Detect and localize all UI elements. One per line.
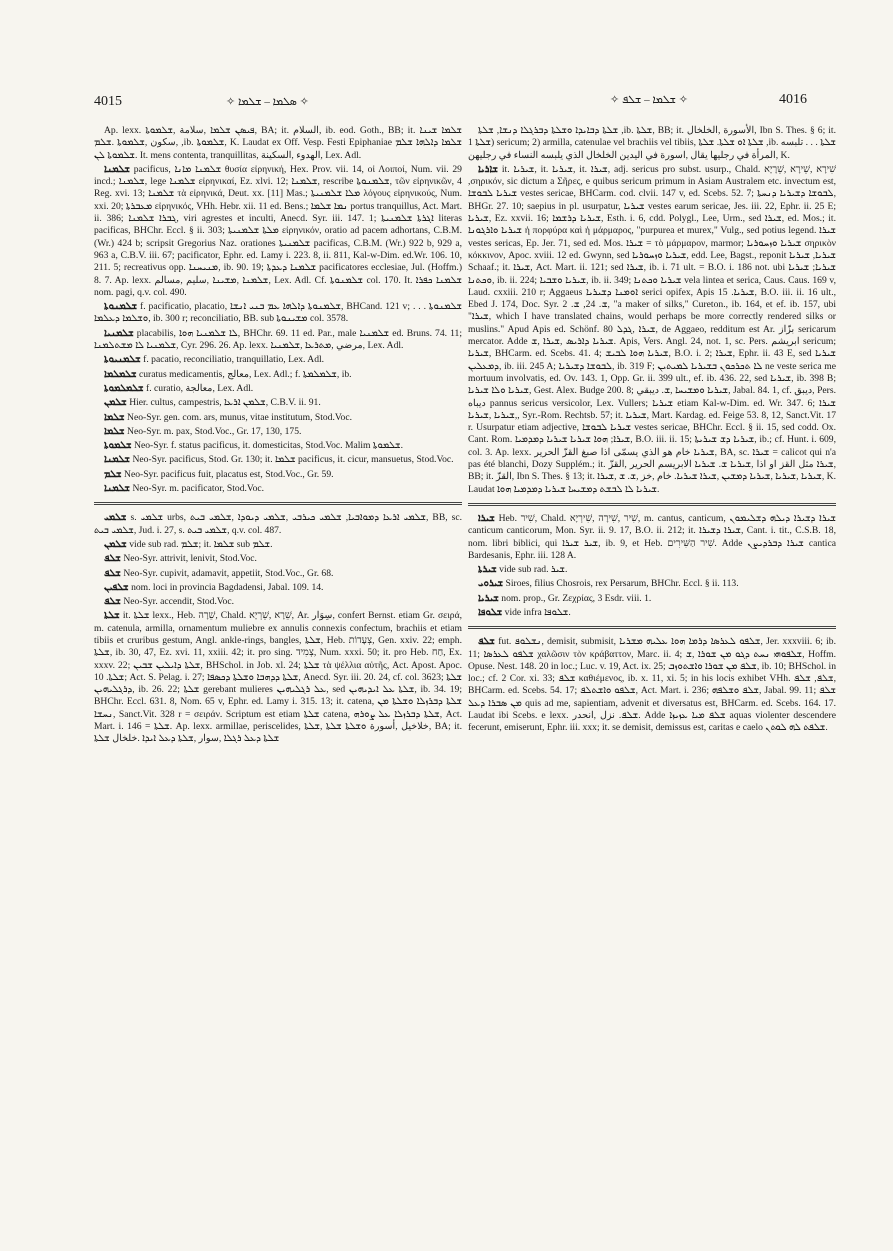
entry-body: Heb. שִׁיר, Chald. שִׁיר ,שִׁירָה ,שִׁירְיָא, m. cantus, canticum, ܫܝܪܐ ܕܫܝܪܐ ܕܝܠܗ ܕܫܠܝܡܘܢ canticum canticorum, Mon. Syr. ii. 9. 17, B.O. ii. 212; it. ܫܝܪܐ ܕܫܝܪܐ, Cant. i. tit., C.S.B. 18, nom. libri biblici, qui ܫܝܪ ܫܝܪܐ, ib. 9, et Heb. שִׁיר הַשִּׁירִים. Adde ܫܝܪܐ ܕܒܪܕܝܨܢ cantica Bardesanis, Ephr. iii. 128 A. [468, 512, 837, 561]
entry-body: it. ܫܝܪܝܐ, it. ܫܝܪܝܐ, it. ܫܝܪܐ, adj. sericus pro subst. usurp., Chald. שִׁירָא ,שֵׁירָא ,שֵׁרָיָא ,σηρικόν, sic dictum a Σῆρες, e quibus sericum primum in Asiam Australem etc. invectum est, ܫܝܪܝܐ ܠܒܘܫܐ vestes sericae, BHCarm. cod. clvii. 147 v, ed. Scebs. 52. 7; ܠܒܘܫܐ ܕܫܝܪܝܐ ܕܢܚܬܐ, BHGr. 27. 10; saepius in pl. usurpatur, ܫܝܪܝܐ vestes earum sericae, Jes. iii. 22, Ephr. ii. 25 E; ܫܝܪܝܐ, Ez. xxvii. 16; ܫܝܪܝܐ ܕܪܫܡܐ, Esth. i. 6, cdd. Polygl., Lee, Urm., sed ܫܝܪܐ, ed. Mos.; it. ܫܝܪܝܐ ܘܐܪܓܘܢܐ ἡ πορφύρα καὶ ἡ μάρμαρος, "purpurea et murex," Vulg., sed potius legend. ܫܝܪܐ vestes sericas, Ep. Jer. 71, sed ed. Mos. ܫܝܪܐ = τὸ μάρμαρον, marmor; ܫܝܪܝܐ ܘܙܚܘܪܝܐ σηρικὸν κόκκινον, Apoc. xviii. 12 ed. Gwynn, sed ܫܝܪܝܐ ܘܙܚܘܪܝܐ, edd. Lee, Bagst., reponit ܫܝܪܝܐ, ܫܝܪܝܐ Schaaf.; it. ܫܝܪܐ, Act. Mart. ii. 121; sed ܫܝܪܐ, ib. i. 71 ult. = B.O. i. 186 not. ubi ܫܝܪܝܐ; ܫܝܪܝܐ ܘܟܬܢܐ, ib. ii. 224; ܫܝܪܝܐ ܘܫܒܝܐ, ib. ii. 349; ܫܝܪܝܐ ܘܟܬܢܐ vela lintea et serica, Caus. Caus. 169 v, Laud. cxxiii. 210 r; Aggaeus ܐܘܡܢܐ ܕܫܝܪܝܐ serici opifex, Apis ܫܝܪܝܐ. 15, B.O. iii. ii. 16 ult., Ebed J. 174, Doc. Syr. ܫ. 24, ܫ. 2, "a maker of silks," Cureton., ib. 164, et ef. ib. 157, ubi "ܫܝܪܐ, which I have translated chains, would perhaps be more correctly rendered silks or muslins." Apud Apis ed. Schönf. 80 ܫܝܪܐ ,ܓܕܠ, de Aggaeo, redditum est Ar. بزّاز sericarum mercator. Adde ܫܝܪܝܐ ܕܐܪܝܣ ,ܫܝܪܐ ,ܫ. Apis, Vers. Angl. 24, not. 1, sc. Pers. ابريشم sericum; ܫܝܪܝܐ, BHCarm. ed. Scebs. 41. 4; ܫܝܪܝܐ ܗܘܐ ܠܒܝܫ, B.O. i. 2; ܫܝܪܐ, Ephr. ii. 43 E, sed ܫܝܪܝܐ ܕܡܥܠܝܢ, ib. iii. 245 A; ܠܒܘܫܐ ܕܫܝܪܝܐ, ib. 319 F; ܠܐ ܬܟܪܟܘܢ ܒܫܝܪܝܐ ܠܡܝܬܝܢ ne veste serica me mortuum involvatis, ed. Ov. 143. 1, Opp. Gr. ii. 399 ult., ef. ib. 436. 22, sed ܫܝܪܝܐ, ib. 398 B; ܫܝܪܝܐ ܘܠܐ ܫܝܪܝܐ, Gest. Alex. Budge 200. 8; ܫܝܪܝܐ ܘܡܫܝܚܐ ,ܫ. ديبقي, Jabal. 84. 1, cf. ديبق, Pers. ديباه pannus sericus versicolor, Lex. Vullers; ܫܝܪܝܐ etiam Kal-w-Dim. ed. Wr. 347. 6; ܫܝܪܐ ,ܫܝܪܝܐ ,ܫܝܪܝܐ, Syr.-Rom. Rechtsb. 57; it. ܫܝܪܝܐ, Mart. Kardag. ed. Feige 53. 8, 12, Sanct.Vit. 17 r. Usurpatur etiam adjective, ܫܝܪܝܐ ܠܒܘܫܐ vestes sericae, BHChr. Eccl. § ii. 15, sed codd. Ox. Cant. Rom. ܫܝܪܐ; ܗܘܐ ܫܝܪܝܐ ܫܝܪܝܐ ܕܡܕܡܝܐ, B.O. iii. ii. 15; ܫܝܪܝܐ ܕܫ ܫܝܪܝܬܐ, ib.; cf. Hunt. i. 609, col. 3. Ap. lexx. ܫܝܪܝܐ خام هو الذي يسمّى اذا صبغ القزّ الحرير, BA, sc. ܫܝܪܐ = calicot qui n'a pas été blanchi, Dozy Supplém.; it. ܫܝܪܐ مثل القز او اذا ,ܫܝܪܝܐ ܫ. ܫܝܪܝܐ الابريسم الحرير ,القزّ, BB; it. القزّ, Ibn S. Thes. § 13; it. ܫܝܪܝܐ ,ܫܝܪܝܐ ,ܫܝܪܝܐ ܕܡܫܝܢ ,ܫܝܪܐ ܫܝܪܝܐ. خام ,خز ,ܫ. ܫ ,ܫܝܪܐ, K. Laudat ܫܝܪܝܐ ܠܐ ܠܒܫܬ ܕܡܫܝܚܐ ܫܝܪܝܐ ܕܡܕܡܝܐ ܗܘܐ. [468, 163, 837, 495]
dictionary-entry [94, 553, 462, 565]
entry-headword: ܫܠܦ [104, 553, 124, 565]
entry-body: ܫܠܬܐ ܕܒܐܝܕܐ ܘܫܠܬܐ ܕܒܪܓܠܐ ܕܢܫܐ, ܫܠܬܐ ,ib. ܫܠܬܐ, BB; it. الأسورة ,الخلخال, Ibn S. Thes. § 6; it. ܫܠܬܐ 1) sericum; 2) armilla, catenulae vel brachiis vel tibiis, ܫܠܬܐ ܐܘ ܫܠܬܐ. ܫܠܬܐ ,ib. ܫܠܬܐ . . . تلبسه المرأة في رجليها يقال ,اسورة في اليدين الخلخال الذي يلبسه النساء في رجليهن, K. [468, 125, 837, 161]
dictionary-entry [468, 578, 836, 590]
right-page-number: 4016 [779, 92, 807, 107]
dictionary-entry [94, 539, 462, 551]
entry-body: Neo-Syr. f. status pacificus, it. domesticitas, Stod.Voc. Malim ܫܠܡܘܬܐ. [134, 440, 403, 452]
dictionary-entry [94, 397, 462, 409]
dictionary-entry [94, 568, 462, 580]
left-column [94, 125, 462, 748]
entry-body: nom. prop., Gr. Zεχρίας, 3 Esdr. viii. 1. [501, 592, 652, 604]
entry-headword: ܫܠܦ [478, 636, 499, 648]
entry-headword: ܫܠܡܘܬܐ [104, 440, 135, 452]
dictionary-entry [468, 513, 836, 562]
entry-headword: ܫܠܬܐ [104, 610, 123, 622]
entry-headword: ܫܠܦܝܢ [104, 581, 132, 593]
dictionary-entry [468, 607, 836, 619]
entry-headword: ܫܠܡܐ [104, 411, 128, 423]
entry-headword: ܫܠܡܢ [104, 397, 130, 409]
entry-body: Neo-Syr. gen. com. ars, munus, vitae institutum, Stod.Voc. [127, 411, 353, 423]
entry-body: it. ܫܠܬܐ lexx., Heb. שֵׁרָה, Chald. שֵׁרָא ,שֵׁרְיָא, Ar. سِوَار, confert Bernst. etiam Gr. σειρά, m. catenula, armilla, ornamentum muliebre ex annulis connexis confectum, brachiis et etiam tibiis et cruribus gestum, Angl. ankle-rings, bangles, ܫܠܬܐ, Heb. צְעָדוֹת, Gen. xxiv. 22; emph. ܫܠܬܐ, ib. 30, 47, Ez. xvi. 11, xxiii. 42; it. pro sing. צְמִיד, Num. xxxi. 50; it. pro Heb. חַח, Ex. xxxv. 22; ܫܠܬܐ ܕܐܝܠܝܢ ܫܒܝܢ, BHSchol. in Job. xl. 24; ܫܠܬܐ τὰ ψέλλια αὐτῆς, Act. Apost. Apoc. ܫܠܬܐ. 10; Act. S. Pelag. i. 27; ܫܠܬܐ ܕܕܗܒܐ ܘܫܠܬܐ ܕܟܣܦܐ, Anecd. Syr. iii. 20. 24, cf. col. 3623; ܫܠܬܐ ܕܪܓܠܝܗܝܢ, ib. 26. 22; ܫܠܬܐ gerebant mulieres ܥܠ ܪܓܠܝܗܝܢ, sed ܫܠܬܐ ܥܠ ܐܝܕܝܗܝܢ, ib. 34. 19; BHChr. Eccl. 631. 8, Nom. 65 v, Ephr. ed. Lamy i. 315. 13; it. catena, ܫܠܬܐ ܕܒܪܙܠܐ ܘܫܠܬܐ ܡܢ ܢܚܫܐ, Sanct.Vit. 328 r = σειράν. Scriptum est etiam ܫܠܬܐ catena, ܫܠܬܐ ܕܒܪܙܠܐ ܥܠ ܨܘܪܗ, Act. Mart. i. 146 = ܫܠܬܐ. Ap. lexx. armillae, periscelides, خلاخيل ,أسورة ܘܫܠܬܐ ܫܠܬܐ ,ܫܠܬܐ, BA; it. ܫܠܬܐ ܕܥܠ ܪܓܠܐ ,سوار ,ܫܠܬܐ ܕܥܠ ܐܝܕܐ .خلخال ܫܠܬܐ [94, 610, 463, 745]
entry-body: Neo-Syr. accendit, Stod.Voc. [123, 596, 235, 608]
entry-headword: ܫܠܡܢܘܬܐ [104, 301, 141, 313]
entry-headword: ܫܠܦ [104, 567, 124, 579]
entry-headword: ܫܝܪܐ [478, 512, 499, 524]
right-running-title: ✧ ܫܠܡܐ – ܫܠܦ ✧ [610, 94, 688, 106]
dictionary-entry [94, 440, 462, 452]
entry-body: Neo-Syr. pacificus, Stod. Gr. 130; it. ܫܠܡܐ pacificus, it. cicur, mansuetus, Stod.Voc. [132, 454, 454, 466]
dictionary-entry [94, 369, 462, 381]
dictionary-entry [94, 328, 462, 353]
dictionary-entry [468, 125, 836, 162]
left-page-number: 4015 [94, 94, 122, 109]
dictionary-entry [94, 512, 462, 537]
dictionary-entry [94, 582, 462, 594]
entry-body: Neo-Syr. cupivit, adamavit, appetiit, Stod.Voc., Gr. 68. [123, 567, 334, 579]
entry-headword: ܫܝܪܝܐ [478, 592, 502, 604]
entry-body: Neo-Syr. m. pacificator, Stod.Voc. [132, 483, 265, 495]
dictionary-entry [94, 454, 462, 466]
section-divider [94, 502, 462, 505]
entry-body: placabilis, ܠܐ ܫܠܡܢܝܐ ܗܘܐ, BHChr. 69. 11 ed. Par., male ܫܠܡܢܝܐ ed. Bruns. 74. 11; ܫܠܡܢܝܐ ܠܐ ܡܫܬܠܡܢܐ, Cyr. 296. 26. Ap. lexx. مرضي ,ܡܬܪܥܐ ,ܫܠܡܢܝܐ, Lex. Adl. [94, 327, 462, 352]
entry-body: vide infra ܫܠܘܦܐ. [504, 606, 571, 618]
dictionary-entry [468, 164, 836, 496]
entry-headword: ܫܠܡ [104, 468, 125, 480]
entry-headword: ܫܐܪܝܐ [478, 163, 502, 175]
entry-body: Hier. cultus, campestris, ܫܠܡܢ ܐܪܥܐ, C.B.V. ii. 91. [129, 397, 321, 409]
entry-headword: ܫܠܡܐ [104, 425, 128, 437]
entry-body: Neo-Syr. attrivit, lenivit, Stod.Voc. [123, 553, 257, 565]
dictionary-entry [94, 596, 462, 608]
entry-body: Siroes, filius Chosrois, rex Persarum, BHChr. Eccl. § ii. 113. [505, 578, 739, 590]
dictionary-entry [94, 426, 462, 438]
entry-headword: ܫܠܡܢܐ [104, 483, 133, 495]
entry-body: f. pacatio, reconciliatio, tranquillatio, Lex. Adl. [143, 354, 325, 366]
dictionary-entry [468, 636, 836, 734]
dictionary-entry [94, 301, 462, 326]
dictionary-entry [94, 383, 462, 395]
entry-body: pacificus, ܫܠܡܢܐ ܡܐܢܐ θυσία εἰρηνική, Hex. Prov. vii. 14, οἱ Λοιποί, Num. vii. 29 incd.; ܫܠܡܢܐ, lege ܫܠܡܢܐ εἰρηνικαί, Ez. xlvi. 12; ܫܠܡܢܐ, rescribe ܫܠܡܢܘܬܐ, τῶν εἰρηνικῶν, 4 Reg. xvi. 13; ܫܠܡܢܐ τὰ εἰρηνικά, Deut. xx. [11] Mas.; ܡܠܐ ܫܠܡܢܝܬܐ λόγους εἰρηνικούς, Num. xxi. 20; ܡܥܒܪܬܐ εἰρηνικός, VHh. Hebr. xii. 11 ed. Bens.; ܢܡܐ ܫܠܡܐ portus tranquillus, Act. Mart. ii. 386; ܓܒܪܐ ܫܠܡܢܐ, viri agrestes et inculti, Anecd. Syr. iii. 147. 1; ܐܓܪܬܐ ܫܠܡܢܝܬܐ literas pacificas, BHChr. Eccl. § ii. 303; ܡܠܬܐ ܫܠܡܢܝܬܐ εἰρηνικόν, oratio ad pacem adhortans, C.B.M. (Wr.) 424 b; scripsit Gregorius Naz. orationes ܫܠܡܢܝܬܐ pacificas, C.B.M. (Wr.) 922 b, 929 a, 963 a, C.B.V. iii. 67; pacificator, Ephr. ed. Lamy i. 223. 8, ii. 811, Kal-w-Dim. ed.Wr. 106. 10, 211. 5; recreativus opp. ܡܢܝܚܢܐ, ib. 90. 19; ܫܠܡܢܐ ܕܥܕܬܐ pacificatores ecclesiae, Jul. (Hoffm.) 8. 7. Ap. lexx. ܫܠܡܢܐ ,ܡܫܝܢܐ ,سليم ,مسالم, Lex. Adl. Cf. ܫܠܡܢܘܬܐ col. 170. It. ܫܠܡܢܐ ܟܦܪܐ nom. pagi, q.v. col. 490. [94, 163, 463, 298]
page-header [0, 0, 893, 110]
dictionary-entry [94, 164, 462, 299]
entry-headword: ܫܠܡܢܐ [104, 454, 133, 466]
entry-body: fut. ܢܫܠܘܦ, demisit, submisit, ܫܠܦܘ ܠܥܪܣܐ ܕܪܡܐ ܗܘܐ ܥܠܝܗ ܡܫܪܝܐ, Jer. xxxviii. 6; ib. 11; ܫܠܦܘ ܠܥܪܣܐ χαλῶσιν τὸν κράβαττον, Marc. ii. 4; ܫܠܦܘܗܝ ܢܚܬ ܕܓܘ ܡܢ ܫܘܪܐ ,ܫ, Hoffm. Opuse. Nest. 148. 20 in loc.; Luc. v. 19, Act. ix. 25; ܫܠܦ ܡܢ ܫܘܪܐ ܘܐܫܬܘܙܒ, ib. 10; BHSchol. in loc.; cf. 2 Cor. xi. 33; ܫܠܦ καθιέμενος, ib. x. 11, xi. 5; in his locis exhibet VHh. ܫܠܦ, ܫܠܦ, BHCarm. ed. Scebs. 54. 17; ܫܠܦܘ ܘܐܫܬܠܦ, Act. Mart. i. 236; ܫܠܦ ܘܫܠܦܗ, Jabal. 99. 11; ܫܠܦ ܡܢ ܣܒܪܐ ܕܥܠ quis ad me, sapientiam, advenit et diversatus est, BHCarm. ed. Scebs. 164. 17. Laudat ibi Scebs. e lexx. ܫܠܦ. نزل ,انحدر. Adde ܫܠܦ ܡܝܐ ܥܙܝܙܐ aquas violenter descendere fecerunt, emiserunt, Ephr. iii. xxx; it. se demisit, demissus est, caritas e caelo ܫܠܦܬ ܠܗ ܠܘܬܢ. [468, 636, 837, 734]
dictionary-entry [94, 469, 462, 481]
entry-headword: ܫܠܡܢܐ [104, 163, 134, 175]
left-running-title: ✧ ܣܠܡܐ – ܫܠܡܐ ✧ [226, 96, 309, 108]
entry-body: curatus medicamentis, معالج, Lex. Adl.; f. ܫܠܡܠܡܬܐ, ib. [139, 368, 352, 380]
dictionary-entry [468, 593, 836, 605]
dictionary-entry [94, 483, 462, 495]
entry-body: f. pacificatio, placatio, ܫܠܡܢܘܬܐ ܕܐܠܗܐ ܥܡ ܒܢܝ ܐܢܫܐ, BHCand. 121 v; ܫܠܡܢܘܬܐ . . . ܘܫܠܡܐ ܕܥܠܡܐ, ib. 300 r; reconciliatio, BB. sub ܡܫܝܢܘܬܐ col. 3578. [94, 301, 462, 325]
entry-headword: ܫܠܡܠܡܘܬܐ [104, 382, 147, 394]
dictionary-entry [94, 610, 462, 745]
right-column [468, 125, 836, 737]
entry-body: vide sub rad. ܫܠܡ; it. ܫܠܡܐ sub ܫܠܡ. [129, 538, 273, 550]
entry-headword: ܫܠܡܝ [104, 512, 131, 524]
entry-headword: ܫܝܪܬܐ [478, 564, 500, 576]
entry-headword: ܫܠܦ [104, 596, 124, 608]
dictionary-entry [468, 564, 836, 576]
entry-body: s. ܫܠܡܝ urbs, ܫܠܡܝ ܐܪܥܐ ܕܡܘܐܒܝܐ, ܫܠܡܝ ܟܝܪܒܝ ,ܫܠܡܝ ܕܝܘܕܐ ,ܫܠܡܝ ܒܝܬ, BB, sc. ܫܠܡܝ ܒܝܬ, Jud. i. 27, s. ܫܠܡܝ ܒܝܬ, q.v. col. 487. [94, 512, 462, 536]
dictionary-entry [94, 125, 462, 162]
dictionary-entry [94, 354, 462, 366]
entry-headword: ܫܠܡܢܝܘܬܐ [104, 354, 144, 366]
section-divider [468, 503, 836, 506]
entry-body: Ap. lexx. ܦܝܣܢ ܫܠܡܐ ,سلامة ,ܫܠܡܘܬܐ, BA; it. السلام, ib. eod. Goth., BB; it. ܫܠܡܐ ܫܝܢܐ ,سكون ,ܫܠܡܘܬܐ .ܫܠܡ ,ib. ܫܠܡܘܬܐ, K. Laudat ex Off. Vesp. Festi Epiphaniae ܫܠܡܐ ܕܐܠܗܐ ܫܠܡ ܫܠܡܘܬܐ ܠܢ. It. mens contenta, tranquillitas, الهدوء ,السكينة, Lex. Adl. [94, 125, 463, 161]
entry-body: nom. loci in provincia Bagdadensi, Jabal. 109. 14. [131, 581, 324, 593]
entry-headword: ܫܝܪܘܝ [478, 578, 506, 590]
entry-body: Neo-Syr. m. pax, Stod.Voc., Gr. 17, 130, 175. [127, 425, 302, 437]
dictionary-entry [94, 412, 462, 424]
section-divider [468, 626, 836, 629]
entry-headword: ܫܠܡܢ [104, 538, 130, 550]
entry-body: Neo-Syr. pacificus fuit, placatus est, Stod.Voc., Gr. 59. [124, 468, 334, 480]
entry-headword: ܫܠܡܠܡܐ [104, 368, 139, 380]
entry-headword: ܫܠܘܦܐ [478, 606, 505, 618]
entry-body: f. curatio, معالجة, Lex. Adl. [146, 382, 254, 394]
entry-body: vide sub rad. ܫܝܪ. [499, 564, 568, 576]
entry-headword: ܫܠܡܢܝܐ [104, 327, 137, 339]
